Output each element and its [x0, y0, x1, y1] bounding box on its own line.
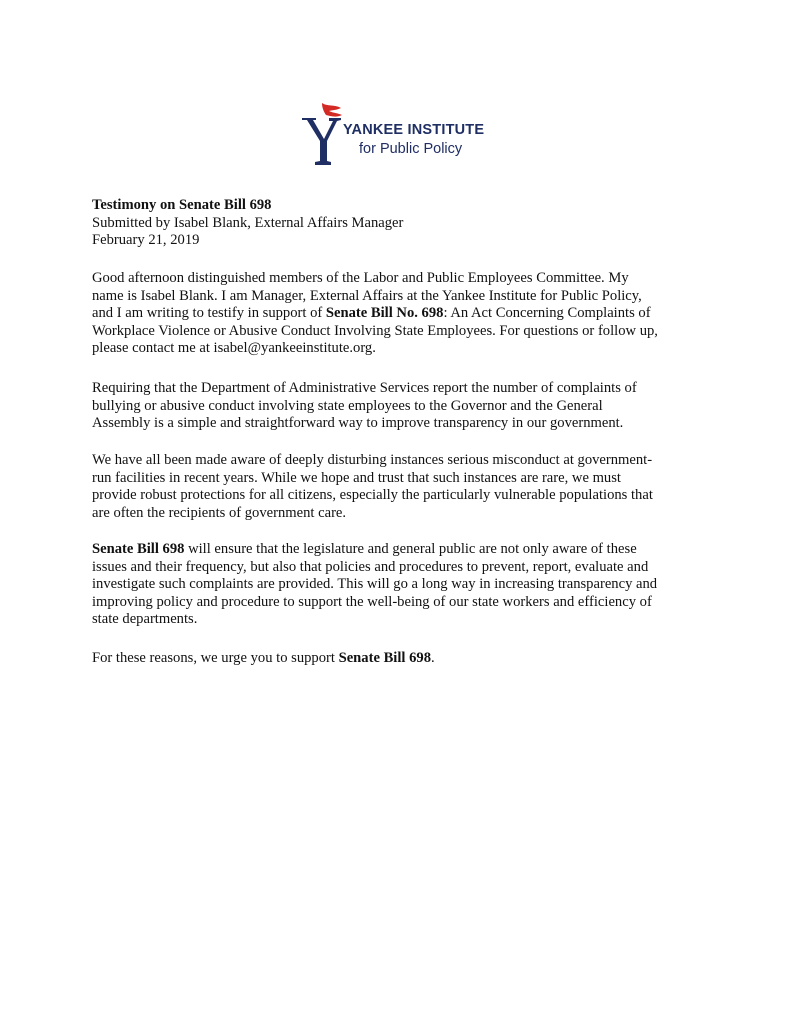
paragraph-line [92, 452, 712, 470]
paragraph-line [92, 398, 712, 416]
text-run: run facilities in recent years. While we hope and trust that such instances are rare, we must [92, 469, 621, 486]
paragraph-line [92, 415, 712, 433]
paragraph-line [92, 470, 712, 488]
submitted-by: Submitted by Isabel Blank, External Affairs Manager [92, 214, 404, 231]
paragraph-das-reporting [92, 380, 712, 433]
text-run: issues and their frequency, but also that policies and procedures to prevent, report, evaluate and [92, 558, 649, 575]
text-run: : An Act Concerning Complaints of [443, 305, 651, 322]
text-run: state departments. [92, 611, 198, 628]
text-run: For these reasons, we urge you to support [92, 650, 339, 666]
text-run: improving policy and procedure to support the well-being of our state workers and efficiency of [92, 593, 652, 610]
text-run: bullying or abusive conduct involving state employees to the Governor and the General [92, 397, 603, 414]
logo-subtitle: for Public Policy [359, 141, 463, 157]
text-run: please contact me at isabel@yankeeinstitute.org. [92, 340, 376, 357]
text-run: will ensure that the legislature and general public are not only aware of these [184, 541, 637, 557]
text-run: Requiring that the Department of Administrative Services report the number of complaints of [92, 380, 637, 396]
paragraph-line [92, 323, 712, 341]
paragraph-introduction [92, 270, 712, 358]
paragraph-bill-benefits [92, 541, 712, 629]
text-run: are often the recipients of government care. [92, 504, 347, 521]
text-run: provide robust protections for all citizens, especially the particularly vulnerable populations that [92, 487, 653, 504]
paragraph-line [92, 380, 712, 398]
text-run: Workplace Violence or Abusive Conduct Involving State Employees. For questions or follow up, [92, 322, 658, 339]
text-run: name is Isabel Blank. I am Manager, External Affairs at the Yankee Institute for Public Policy, [92, 287, 642, 304]
document-date: February 21, 2019 [92, 232, 200, 249]
paragraph-line [92, 594, 712, 612]
paragraph-line [92, 288, 712, 306]
bold-bill-reference: Senate Bill 698 [92, 541, 185, 557]
paragraph-line [92, 650, 712, 668]
paragraph-line [92, 270, 712, 288]
paragraph-line [92, 505, 712, 523]
text-run: investigate such complaints are provided. This will go a long way in increasing transparency and [92, 576, 658, 593]
paragraph-line [92, 576, 712, 594]
document-header [92, 197, 712, 250]
bold-bill-reference: Senate Bill 698 [338, 650, 432, 666]
text-run: We have all been made aware of deeply disturbing instances serious misconduct at government- [92, 452, 653, 468]
text-run: Good afternoon distinguished members of the Labor and Public Employees Committee. My [92, 270, 629, 286]
paragraph-line [92, 305, 712, 323]
text-run: . [431, 650, 435, 666]
document-title: Testimony on Senate Bill 698 [92, 197, 272, 213]
bold-bill-reference: Senate Bill No. 698 [325, 305, 444, 322]
paragraph-misconduct [92, 452, 712, 522]
paragraph-line [92, 340, 712, 358]
paragraph-line [92, 487, 712, 505]
paragraph-line [92, 611, 712, 629]
logo-title: YANKEE INSTITUTE [343, 122, 485, 138]
yankee-institute-logo [300, 101, 500, 167]
text-run: Assembly is a simple and straightforward way to improve transparency in our government. [92, 415, 624, 432]
paragraph-line [92, 559, 712, 577]
paragraph-line [92, 541, 712, 559]
text-run: and I am writing to testify in support of [92, 305, 326, 322]
paragraph-conclusion [92, 650, 712, 668]
